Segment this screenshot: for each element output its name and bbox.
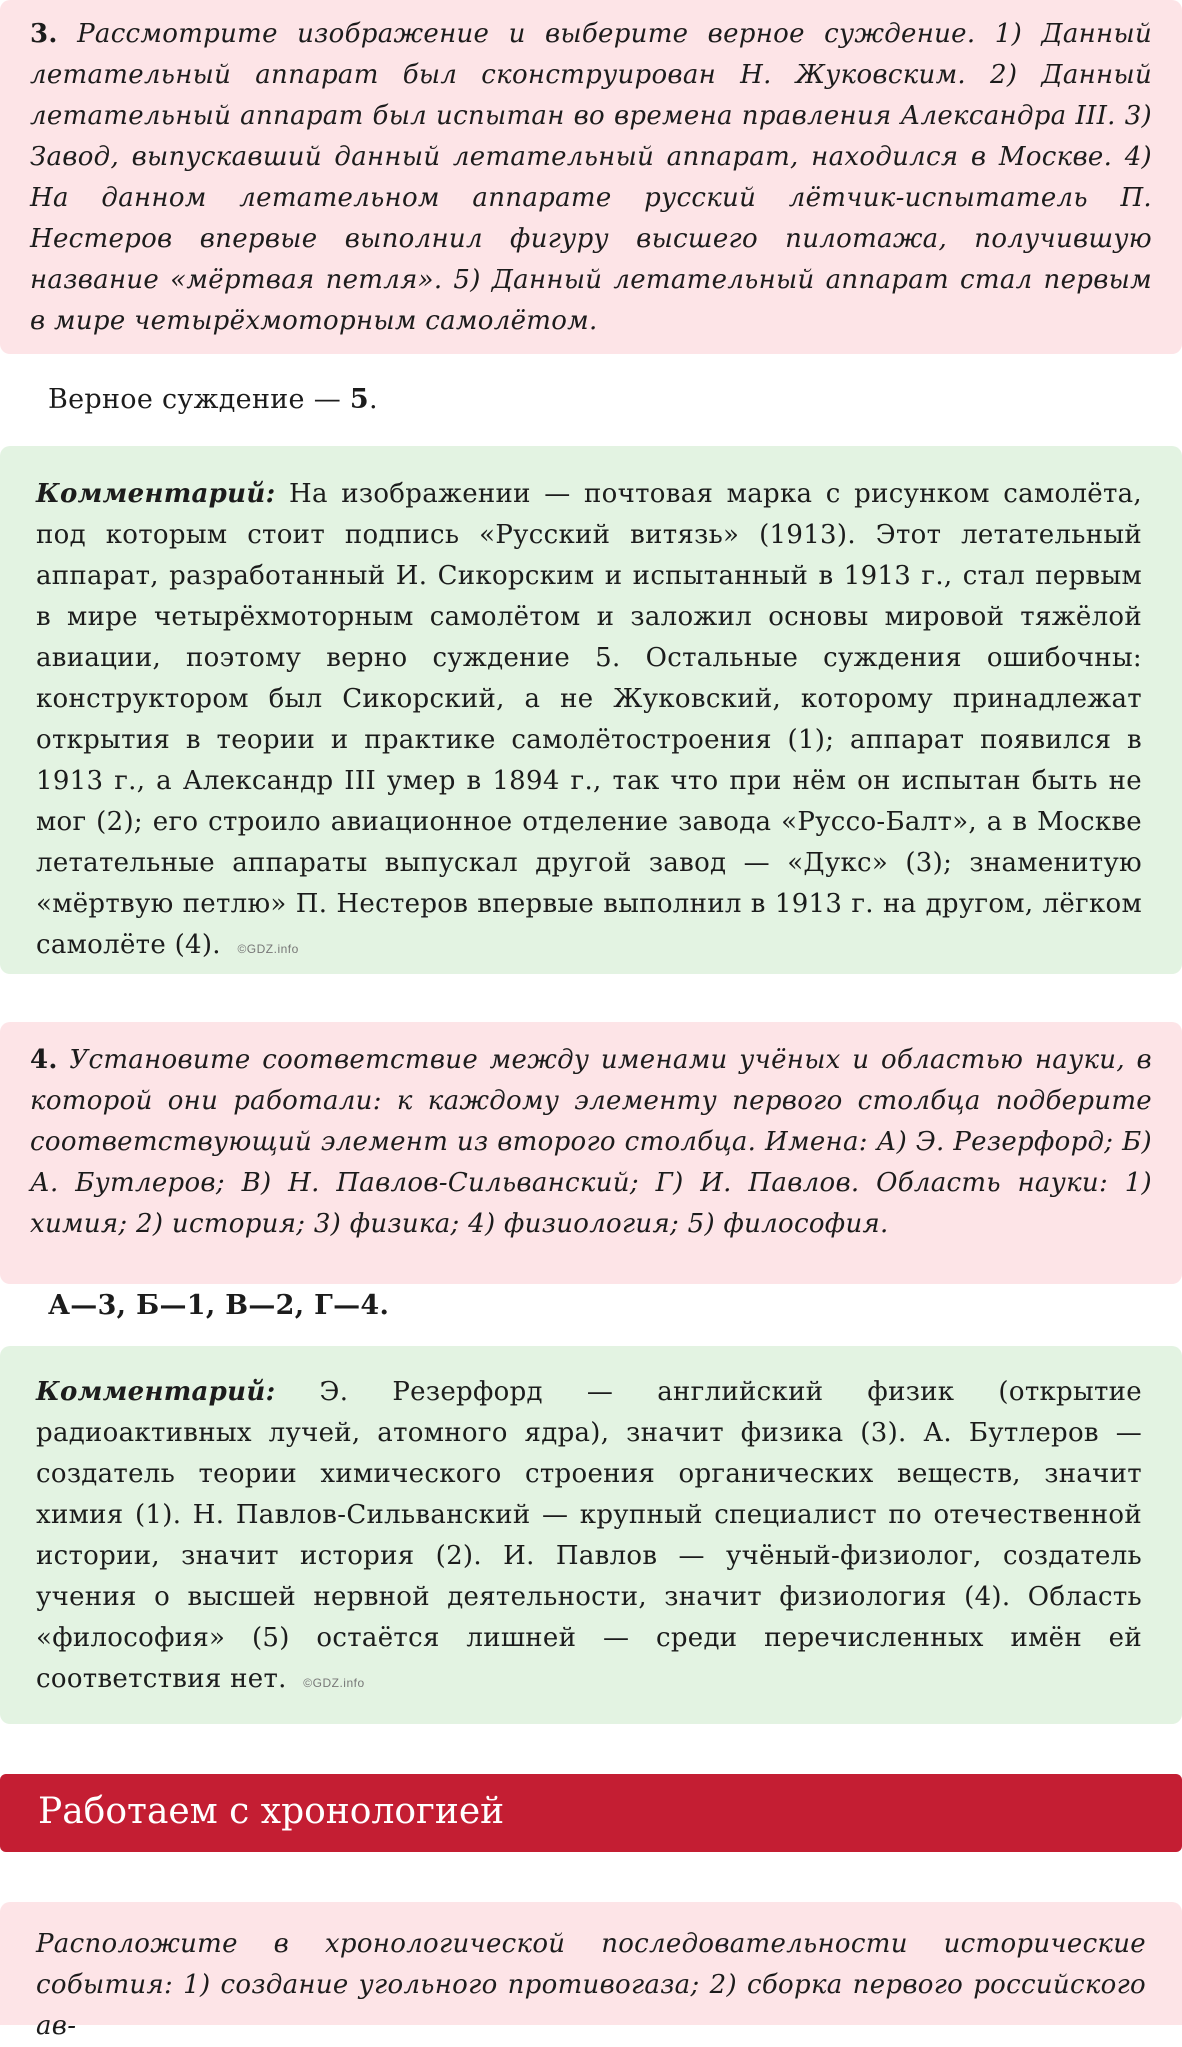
- task-5-question-box: [0, 1902, 1182, 2041]
- task-3-comment-box: [0, 446, 1182, 974]
- task-3-answer-suffix: .: [369, 384, 378, 415]
- task-4-answer: А—3, Б—1, В—2, Г—4.: [48, 1290, 390, 1321]
- task-3-comment: [0, 446, 1182, 970]
- section-header: [0, 1774, 1182, 1852]
- task-4-comment: [0, 1346, 1182, 1704]
- task-3-watermark: ©GDZ.info: [237, 942, 299, 956]
- task-4-watermark: ©GDZ.info: [303, 1676, 365, 1690]
- task-3-question: [0, 0, 1182, 342]
- task-3-answer-value: 5: [349, 384, 369, 415]
- task-3-question-box: [0, 0, 1182, 354]
- task-3-number: 3.: [30, 19, 58, 49]
- task-3-comment-label: Комментарий:: [36, 479, 276, 509]
- task-3-answer: [48, 380, 378, 420]
- task-3-question-text: Рассмотрите изображение и выберите верное суждение. 1) Данный летательный аппарат был сконструирован Н. Жуковским. 2) Данный летательный аппарат был испытан во времена правления Александра III. 3) Завод, выпускавший данный летательный аппарат, находился в Москве. 4) На данном летательном аппарате русский лётчик-испытатель П. Нестеров впервые выполнил фигуру высшего пилотажа, получившую название «мёртвая петля». 5) Данный летательный аппарат стал первым в мире четырёхмоторным самолётом.: [30, 19, 1152, 336]
- task-3-answer-prefix: Верное суждение —: [48, 384, 350, 415]
- task-4-comment-box: [0, 1346, 1182, 1724]
- task-4-number: 4.: [30, 1045, 58, 1075]
- task-3-comment-text: На изображении — почтовая марка с рисунком самолёта, под которым стоит подпись «Русский витязь» (1913). Этот летательный аппарат, разработанный И. Сикорским и испытанный в 1913 г., стал первым в мире четырёхмоторным самолётом и заложил основы мировой тяжёлой авиации, поэтому верно суждение 5. Остальные суждения ошибочны: конструктором был Сикорский, а не Жуковский, которому принадлежат открытия в теории и практике самолётостроения (1); аппарат появился в 1913 г., а Александр III умер в 1894 г., так что при нём он испытан быть не мог (2); его строило авиационное отделение завода «Руссо-Балт», а в Москве летательные аппараты выпускал другой завод — «Дукс» (3); знаменитую «мёртвую петлю» П. Нестеров впервые выполнил в 1913 г. на другом, лёгком самолёте (4).: [36, 479, 1142, 960]
- task-5-question: Расположите в хронологической последовательности исторические события: 1) создание угольного противогаза; 2) сборка первого российского ав-: [36, 1929, 1146, 2041]
- task-4-question-text: Установите соответствие между именами учёных и областью науки, в которой они работали: к каждому элементу первого столбца подберите соответствующий элемент из второго столбца. Имена: А) Э. Резерфорд; Б) А. Бутлеров; В) Н. Павлов-Сильванский; Г) И. Павлов. Область науки: 1) химия; 2) история; 3) физика; 4) физиология; 5) философия.: [30, 1045, 1152, 1239]
- task-4-comment-label: Комментарий:: [36, 1377, 276, 1407]
- task-4-comment-text: Э. Резерфорд — английский физик (открытие радиоактивных лучей, атомного ядра), значит физика (3). А. Бутлеров — создатель теории химического строения органических веществ, значит химия (1). Н. Павлов-Сильванский — крупный специалист по отечественной истории, значит история (2). И. Павлов — учёный-физиолог, создатель учения о высшей нервной деятельности, значит физиология (4). Область «философия» (5) остаётся лишней — среди перечисленных имён ей соответствия нет.: [36, 1377, 1142, 1694]
- task-4-question: [0, 1022, 1182, 1245]
- section-title: Работаем с хронологией: [38, 1791, 505, 1832]
- task-4-question-box: [0, 1022, 1182, 1284]
